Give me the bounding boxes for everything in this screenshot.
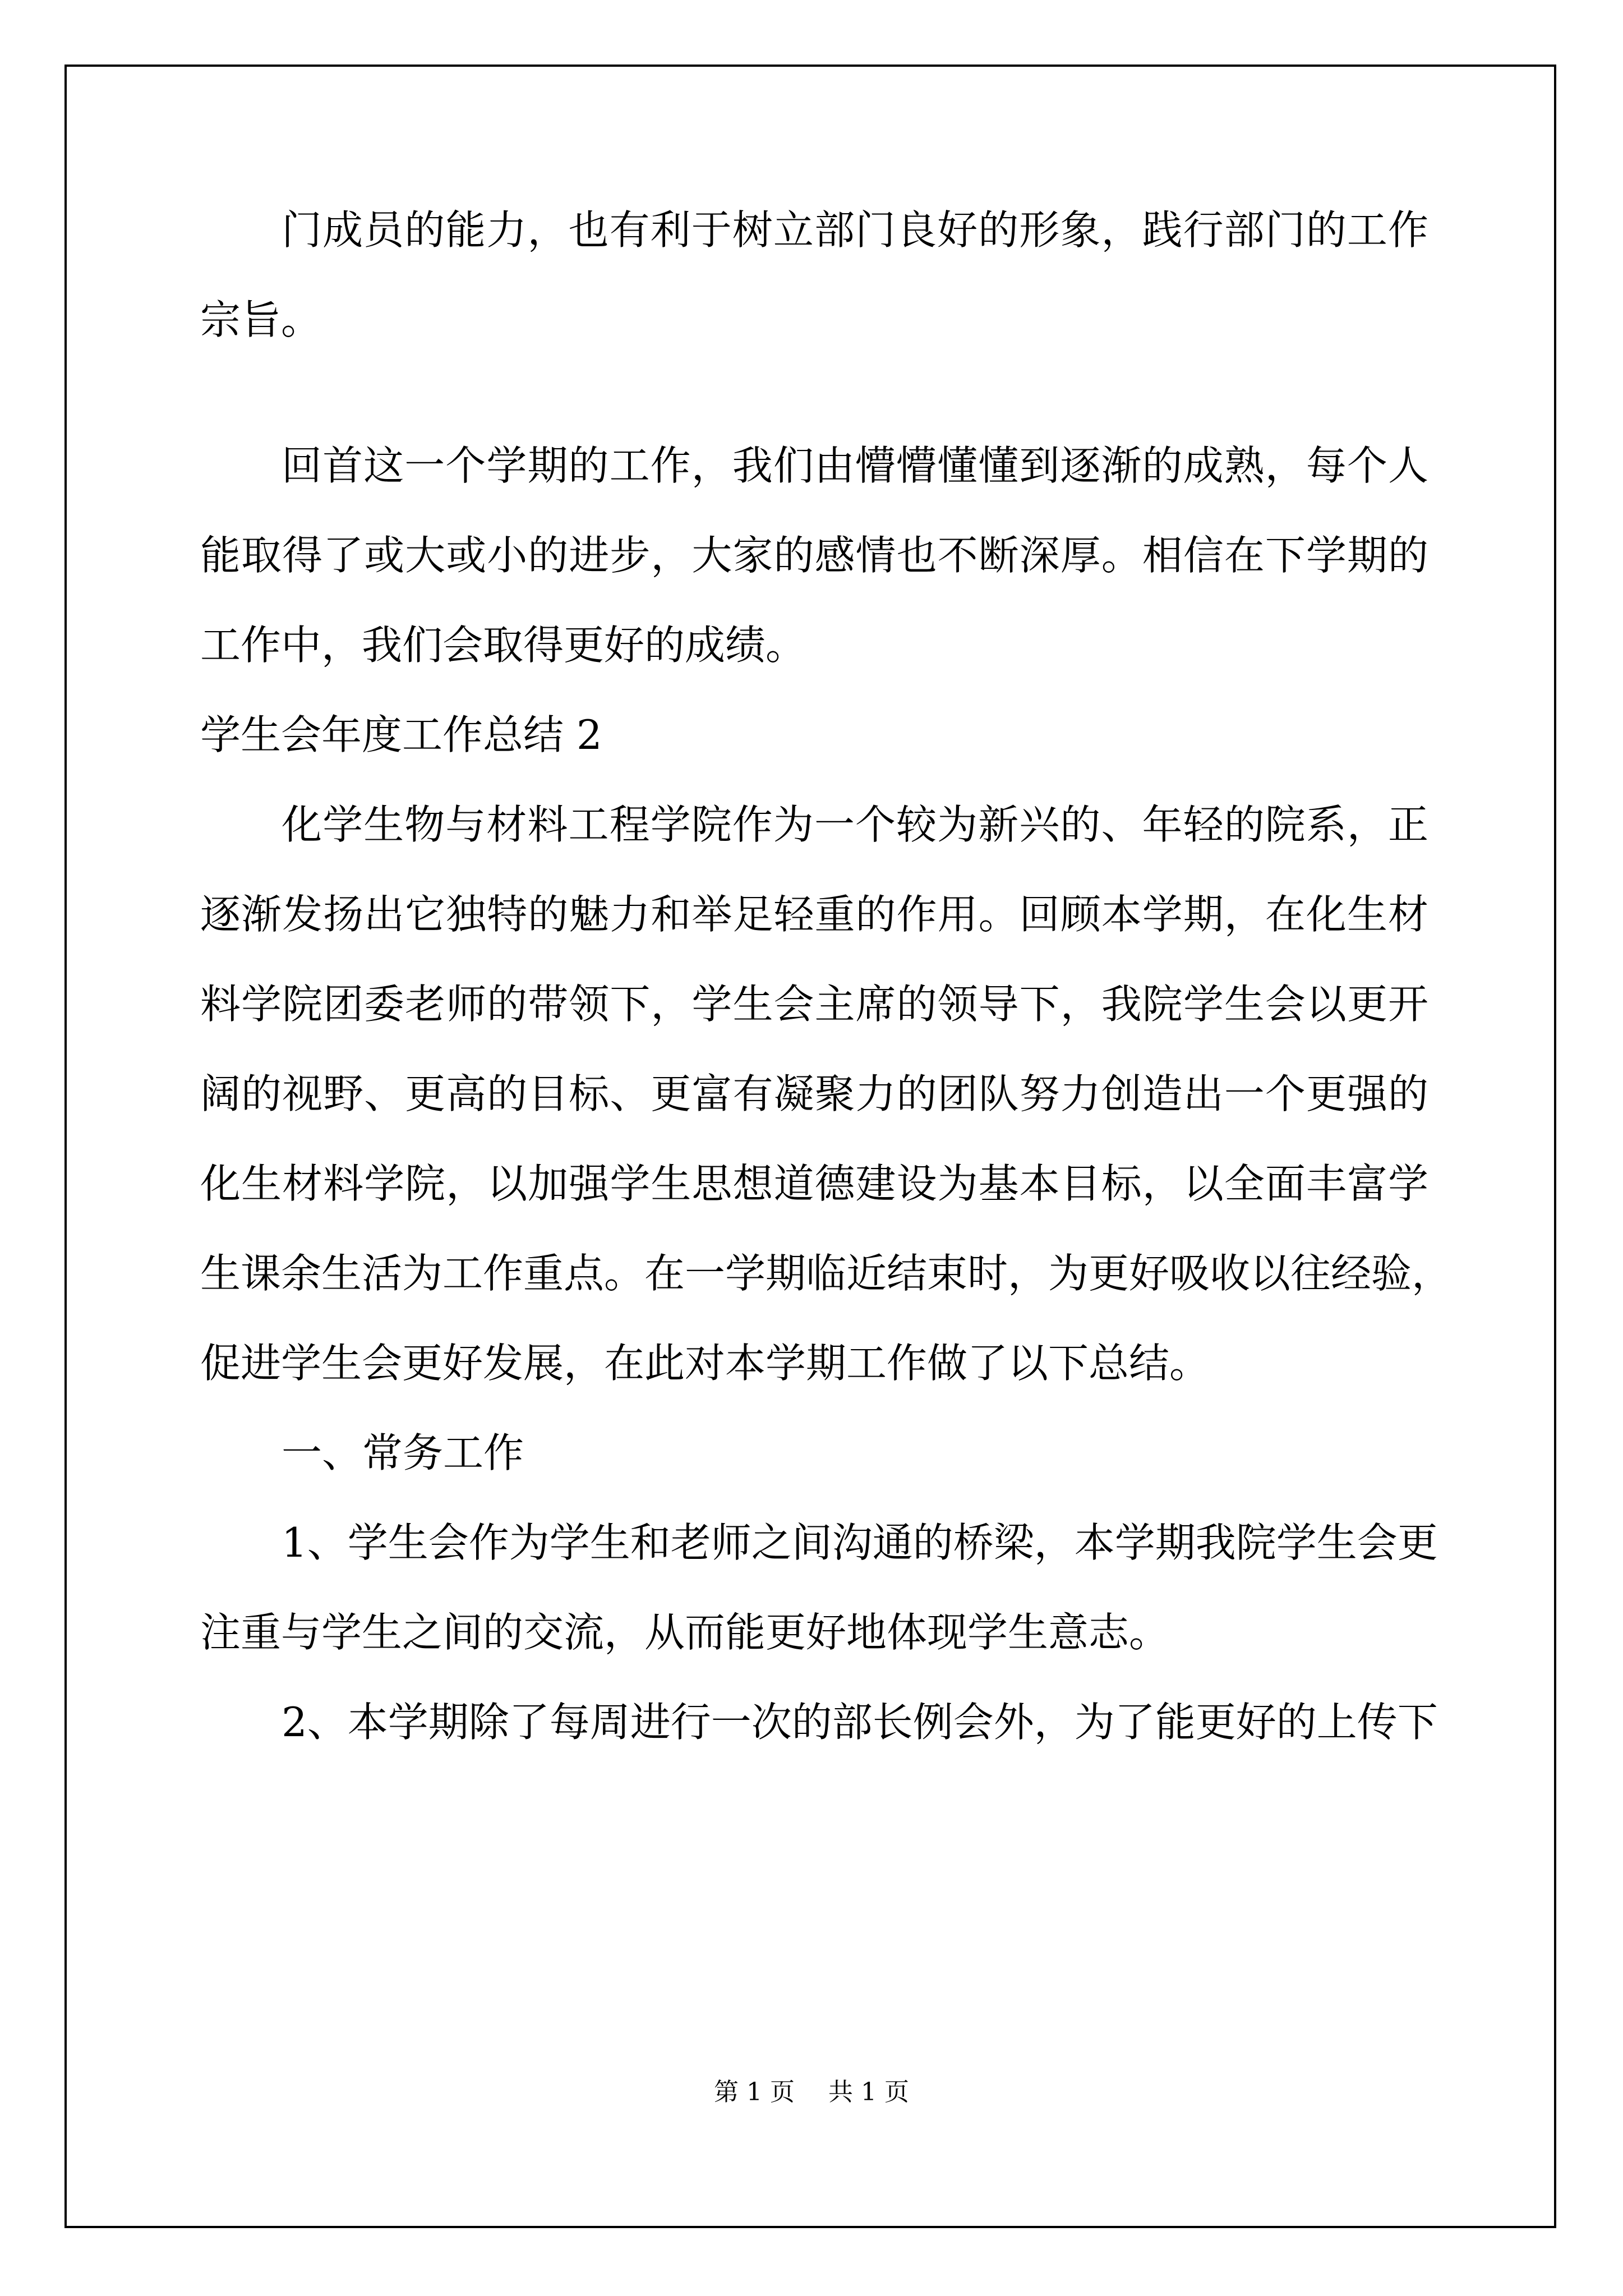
section-heading: 学生会年度工作总结 2 [200,711,602,758]
paragraph-line: 2、本学期除了每周进行一次的部长例会外，为了能更好的上传下 [282,1699,1438,1746]
paragraph-line: 能取得了或大或小的进步，大家的感情也不断深厚。相信在下学期的 [200,532,1428,579]
paragraph-line: 宗旨。 [200,296,322,343]
paragraph-line: 料学院团委老师的带领下，学生会主席的领导下，我院学生会以更开 [200,981,1428,1028]
page-footer [0,2076,1623,2109]
paragraph-line: 化学生物与材料工程学院作为一个较为新兴的、年轻的院系，正 [282,801,1428,848]
paragraph-line: 门成员的能力，也有利于树立部门良好的形象，践行部门的工作 [282,206,1428,254]
page-number: 第 1 页 [714,2078,795,2106]
page-border [64,65,1556,2228]
paragraph-line: 生课余生活为工作重点。在一学期临近结束时，为更好吸收以往经验， [200,1250,1453,1297]
paragraph-line: 回首这一个学期的工作，我们由懵懵懂懂到逐渐的成熟，每个人 [282,442,1428,489]
subsection-heading: 一、常务工作 [282,1429,524,1476]
page-total: 共 1 页 [828,2078,909,2106]
paragraph-line: 注重与学生之间的交流，从而能更好地体现学生意志。 [200,1609,1170,1656]
paragraph-line: 逐渐发扬出它独特的魅力和举足轻重的作用。回顾本学期，在化生材 [200,891,1428,938]
paragraph-line: 阔的视野、更高的目标、更富有凝聚力的团队努力创造出一个更强的 [200,1070,1428,1117]
paragraph-line: 工作中，我们会取得更好的成绩。 [200,622,806,669]
paragraph-line: 化生材料学院，以加强学生思想道德建设为基本目标，以全面丰富学 [200,1160,1428,1207]
paragraph-line: 促进学生会更好发展，在此对本学期工作做了以下总结。 [200,1340,1210,1387]
paragraph-line: 1、学生会作为学生和老师之间沟通的桥梁，本学期我院学生会更 [282,1519,1438,1566]
